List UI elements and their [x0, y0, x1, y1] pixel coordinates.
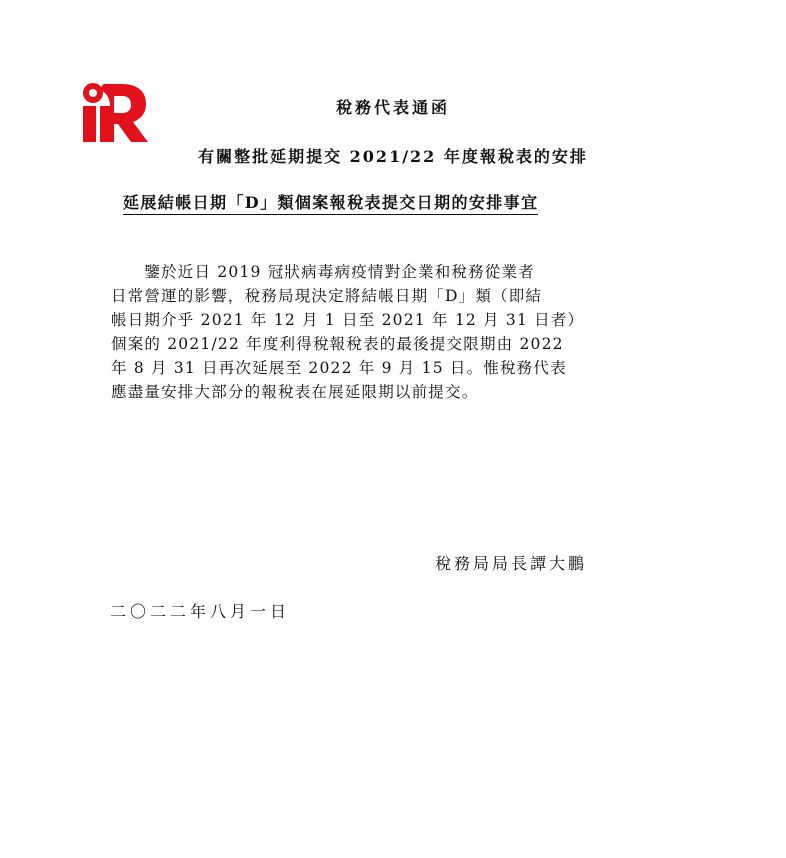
body-paragraph: 鑒於近日 2019 冠狀病毒病疫情對企業和稅務從業者 日常營運的影響，稅務局現決定將結帳日期「D」類（即結 帳日期介乎 2021 年 12 月 1 日至 2021 年 12 月 31 日者） 個案的 2021/22 年度利得稅報稅表的最後提交限期由 2022 年 8 月 31 日再次延展至 2022 年 9 月 15 日。惟稅務代表 應盡量安排大部分的報稅表在展延限期以前提交。: [111, 263, 585, 401]
document-heading-text: 延展結帳日期「D」類個案報稅表提交日期的安排事宜: [123, 193, 538, 215]
document-date: 二〇二二年八月一日: [110, 602, 291, 621]
document-heading: [123, 190, 663, 213]
signature: 稅務局局長譚大鵬: [435, 554, 588, 573]
document-subtitle: 有關整批延期提交 2021/22 年度報稅表的安排: [198, 147, 588, 166]
document-title: 稅務代表通函: [335, 98, 450, 117]
